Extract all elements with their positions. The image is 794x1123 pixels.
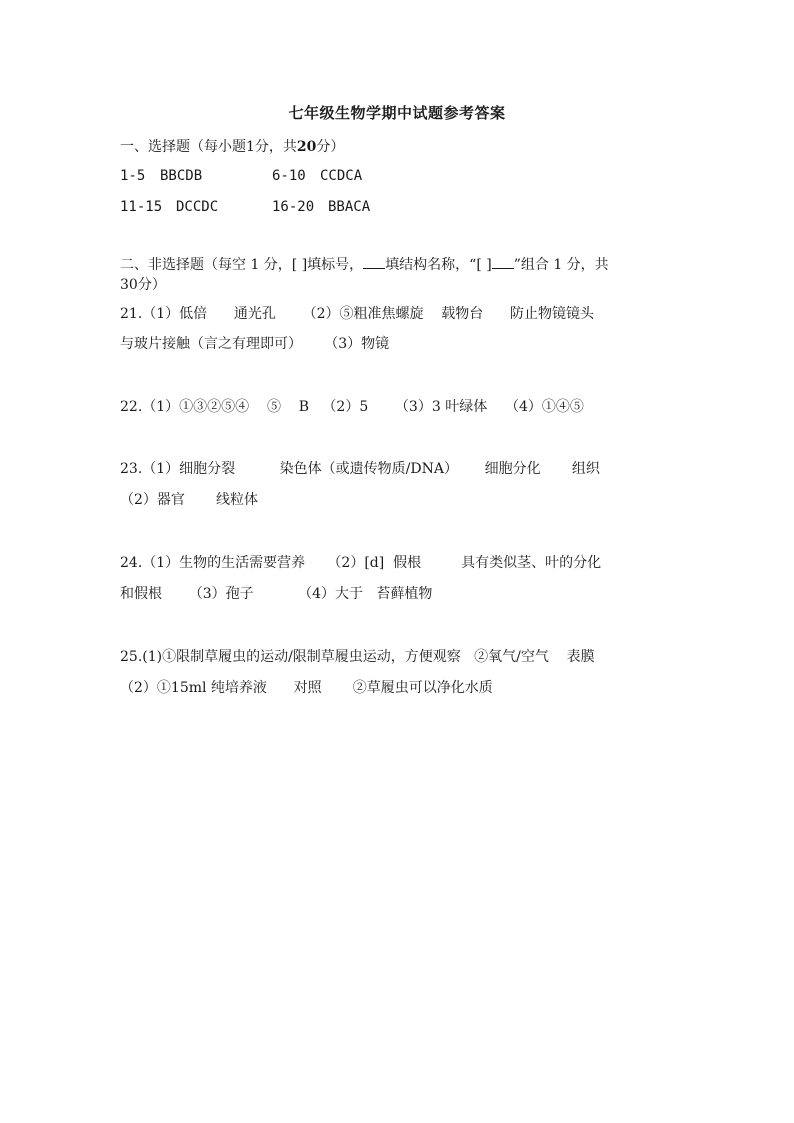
section2-heading: 二、非选择题（每空 1 分，[ ]填标号， 填结构名称，“[ ] ”组合 1 分，共 — [120, 257, 609, 273]
mc-range-1: 1-5 — [120, 168, 146, 184]
page-title: 七年级生物学期中试题参考答案 — [288, 104, 506, 122]
q21-line2: 与玻片接触（言之有理即可） （3）物镜 — [120, 336, 390, 352]
mc-answer-2: CCDCA — [320, 168, 363, 184]
mc-range-2: 6-10 — [272, 168, 306, 184]
mc-answer-3: DCCDC — [176, 199, 219, 215]
section2-heading-cont: 30分） — [120, 277, 166, 293]
q23-line2: （2）器官 线粒体 — [120, 492, 259, 508]
mc-range-4: 16-20 — [272, 199, 315, 215]
q25-line2: （2）①15ml 纯培养液 对照 ②草履虫可以净化水质 — [120, 680, 493, 696]
q21-line1: 21.（1）低倍 通光孔 （2）⑤粗准焦螺旋 载物台 防止物镜镜头 — [120, 306, 594, 322]
q24-line2: 和假根 （3）孢子 （4）大于 苔藓植物 — [120, 586, 433, 602]
q22-line1: 22.（1）①③②⑤④ ⑤ B （2）5 （3）3 叶绿体 （4）①④⑤ — [120, 399, 584, 415]
q24-line1: 24.（1）生物的生活需要营养 （2）[d] 假根 具有类似茎、叶的分化 — [120, 555, 602, 571]
section1-heading: 一、选择题（每小题1分，共20分） — [120, 139, 345, 155]
mc-range-3: 11-15 — [120, 199, 163, 215]
mc-answer-4: BBACA — [328, 199, 371, 215]
blank-underline — [492, 256, 514, 269]
mc-answer-1: BBCDB — [160, 168, 203, 184]
blank-underline — [363, 256, 385, 269]
q23-line1: 23.（1）细胞分裂 染色体（或遗传物质/DNA） 细胞分化 组织 — [120, 461, 600, 477]
q25-line1: 25.(1)①限制草履虫的运动/限制草履虫运动，方便观察 ②氧气/空气 表膜 — [120, 649, 595, 665]
